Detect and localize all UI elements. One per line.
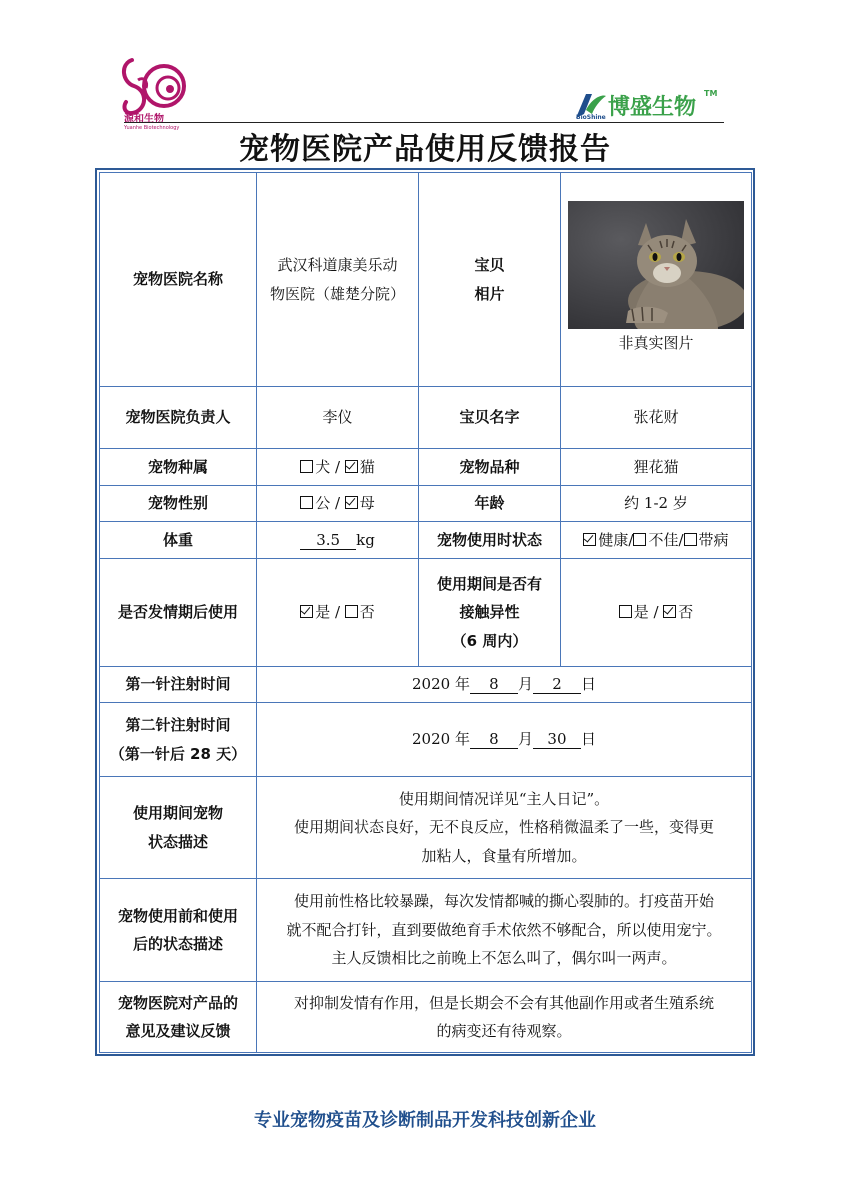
estrus-yes-checkbox[interactable] xyxy=(300,605,313,618)
bioshine-logo-text: 博盛生物 xyxy=(608,95,697,120)
photo-label: 宝贝 相片 xyxy=(419,173,561,387)
first-shot-label: 第一针注射时间 xyxy=(100,667,257,703)
status-label: 宠物使用时状态 xyxy=(419,522,561,559)
contact-yes-checkbox[interactable] xyxy=(619,605,632,618)
age-value: 约 1-2 岁 xyxy=(561,486,752,522)
yuanhe-logo-text: 源和生物 Yuanhe Biotechnology xyxy=(124,114,180,131)
row-sex xyxy=(100,486,752,522)
before-after-label: 宠物使用前和使用 后的状态描述 xyxy=(100,879,257,982)
estrus-options: 是 / 否 xyxy=(257,559,419,667)
bioshine-logo xyxy=(572,84,722,120)
second-shot-label: 第二针注射时间 （第一针后 28 天） xyxy=(100,703,257,777)
breed-value: 狸花猫 xyxy=(561,449,752,486)
usage-description: 使用期间情况详见“主人日记”。 使用期间状态良好，无不良反应，性格稍微温柔了一些，变得更 加粘人，食量有所增加。 xyxy=(257,777,752,879)
photo-caption: 非真实图片 xyxy=(618,334,694,353)
sex-options: 公 / 母 xyxy=(257,486,419,522)
sex-female-checkbox[interactable] xyxy=(345,496,358,509)
second-shot-date: 2020 年 8 月 30 日 xyxy=(257,703,752,777)
pet-name-label: 宝贝名字 xyxy=(419,387,561,449)
usage-label: 使用期间宠物 状态描述 xyxy=(100,777,257,879)
feedback-label: 宠物医院对产品的 意见及建议反馈 xyxy=(100,982,257,1053)
page-title: 宠物医院产品使用反馈报告 xyxy=(239,132,611,167)
header-rule xyxy=(124,122,724,123)
pet-name-value: 张花财 xyxy=(561,387,752,449)
header xyxy=(0,0,850,131)
manager-label: 宠物医院负责人 xyxy=(100,387,257,449)
contact-options: 是 / 否 xyxy=(561,559,752,667)
sex-male-checkbox[interactable] xyxy=(300,496,313,509)
species-label: 宠物种属 xyxy=(100,449,257,486)
estrus-label: 是否发情期后使用 xyxy=(100,559,257,667)
row-hospital xyxy=(100,173,752,387)
first-shot-date: 2020 年 8 月 2 日 xyxy=(257,667,752,703)
contact-label: 使用期间是否有 接触异性 （6 周内） xyxy=(419,559,561,667)
row-usage xyxy=(100,777,752,879)
status-options: 健康/ 不佳/ 带病 xyxy=(561,522,752,559)
hospital-name-value: 武汉科道康美乐动 物医院（雄楚分院） xyxy=(257,173,419,387)
species-options: 犬 / 猫 xyxy=(257,449,419,486)
weight-label: 体重 xyxy=(100,522,257,559)
row-before-after xyxy=(100,879,752,982)
status-sick-checkbox[interactable] xyxy=(684,533,697,546)
row-second-shot xyxy=(100,703,752,777)
row-estrus xyxy=(100,559,752,667)
report-table xyxy=(99,172,752,1053)
row-species xyxy=(100,449,752,486)
row-manager xyxy=(100,387,752,449)
feedback-text: 对抑制发情有作用，但是长期会不会有其他副作用或者生殖系统 的病变还有待观察。 xyxy=(257,982,752,1053)
age-label: 年龄 xyxy=(419,486,561,522)
photo-cell xyxy=(561,173,752,387)
row-feedback xyxy=(100,982,752,1053)
manager-value: 李仪 xyxy=(257,387,419,449)
before-after-description: 使用前性格比较暴躁，每次发情都喊的撕心裂肺的。打疫苗开始 就不配合打针，直到要做绝育手术依然不够配合，所以使用宠宁。 主人反馈相比之前晚上不怎么叫了，偶尔叫一两声。 xyxy=(257,879,752,982)
estrus-no-checkbox[interactable] xyxy=(345,605,358,618)
breed-label: 宠物品种 xyxy=(419,449,561,486)
status-poor-checkbox[interactable] xyxy=(633,533,646,546)
cat-photo xyxy=(568,201,744,329)
footer-slogan: 专业宠物疫苗及诊断制品开发科技创新企业 xyxy=(254,1110,596,1131)
status-healthy-checkbox[interactable] xyxy=(583,533,596,546)
species-cat-checkbox[interactable] xyxy=(345,460,358,473)
weight-value: 3.5 kg xyxy=(257,522,419,559)
bioshine-logo-subtext: BioShine xyxy=(576,114,606,120)
hospital-name-label: 宠物医院名称 xyxy=(100,173,257,387)
bioshine-logo-tm: TM xyxy=(704,89,718,98)
row-weight xyxy=(100,522,752,559)
sex-label: 宠物性别 xyxy=(100,486,257,522)
species-dog-checkbox[interactable] xyxy=(300,460,313,473)
contact-no-checkbox[interactable] xyxy=(663,605,676,618)
row-first-shot xyxy=(100,667,752,703)
